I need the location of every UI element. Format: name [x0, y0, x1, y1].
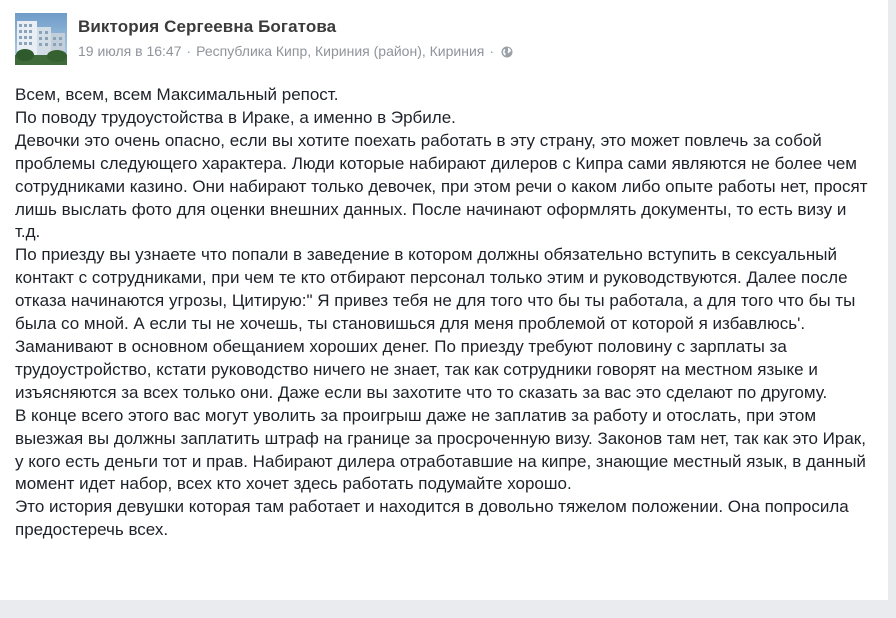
post-body [15, 84, 875, 542]
meta-separator: · [489, 43, 495, 59]
post-paragraph: По приезду вы узнаете что попали в заведение в котором должны обязательно вступить в сексуальный контакт с сотрудниками, при чем те кто отбирают персонал только этим и руководствуются. Далее после отказа начинаются угрозы, Цитирую:" Я привез тебя не для того что бы ты работала, а для того что бы ты была со мной. А если ты не хочешь, ты становишься для меня проблемой от которой я избавлюсь'. [15, 245, 856, 334]
post-paragraph: Всем, всем, всем Максимальный репост. [15, 85, 339, 104]
avatar-image [15, 13, 67, 65]
post-meta [78, 43, 513, 59]
post-paragraph: Это история девушки которая там работает и находится в довольно тяжелом положении. Она попросила предостеречь всех. [15, 497, 849, 540]
post-timestamp[interactable]: 19 июля в 16:47 [78, 43, 182, 59]
post-paragraph: Девочки это очень опасно, если вы хотите поехать работать в эту страну, это может повлечь за собой проблемы следующего характера. Люди которые набирают дилеров с Кипра сами являются не более чем сотрудниками казино. Они набирают только девочек, при этом речи о каком либо опыте работы нет, просят лишь выслать фото для оценки внешних данных. После начинают оформлять документы, то есть визу и т.д. [15, 130, 868, 242]
author-name[interactable]: Виктория Сергеевна Богатова [78, 17, 337, 36]
post-header [15, 13, 878, 69]
avatar[interactable] [15, 13, 67, 65]
post-location[interactable]: Республика Кипр, Кириния (район), Кириния [196, 43, 485, 59]
meta-separator: · [186, 43, 192, 59]
post-paragraph: В конце всего этого вас могут уволить за проигрыш даже не заплатив за работу и отослать, при этом выезжая вы должны заплатить штраф на границе за просроченную визу. Законов там нет, так как это Ирак, у кого есть деньги тот и прав. Набирают дилера отработавшие на кипре, знающие местный язык, в данный момент идет набор, всех кто хочет здесь работать подумайте хорошо. [15, 405, 866, 494]
post-paragraph: Заманивают в основном обещанием хороших денег. По приезду требуют половину с зарплаты за трудоустройство, кстати руководство ничего не знает, так как сотрудники говорят на местном языке и изъясняются за всех только они. Даже если вы захотите что то сказать за вас это сделают по другому. [15, 336, 828, 402]
post-paragraph: По поводу трудоустойства в Ираке, а именно в Эрбиле. [15, 107, 456, 127]
globe-icon[interactable] [501, 45, 513, 57]
